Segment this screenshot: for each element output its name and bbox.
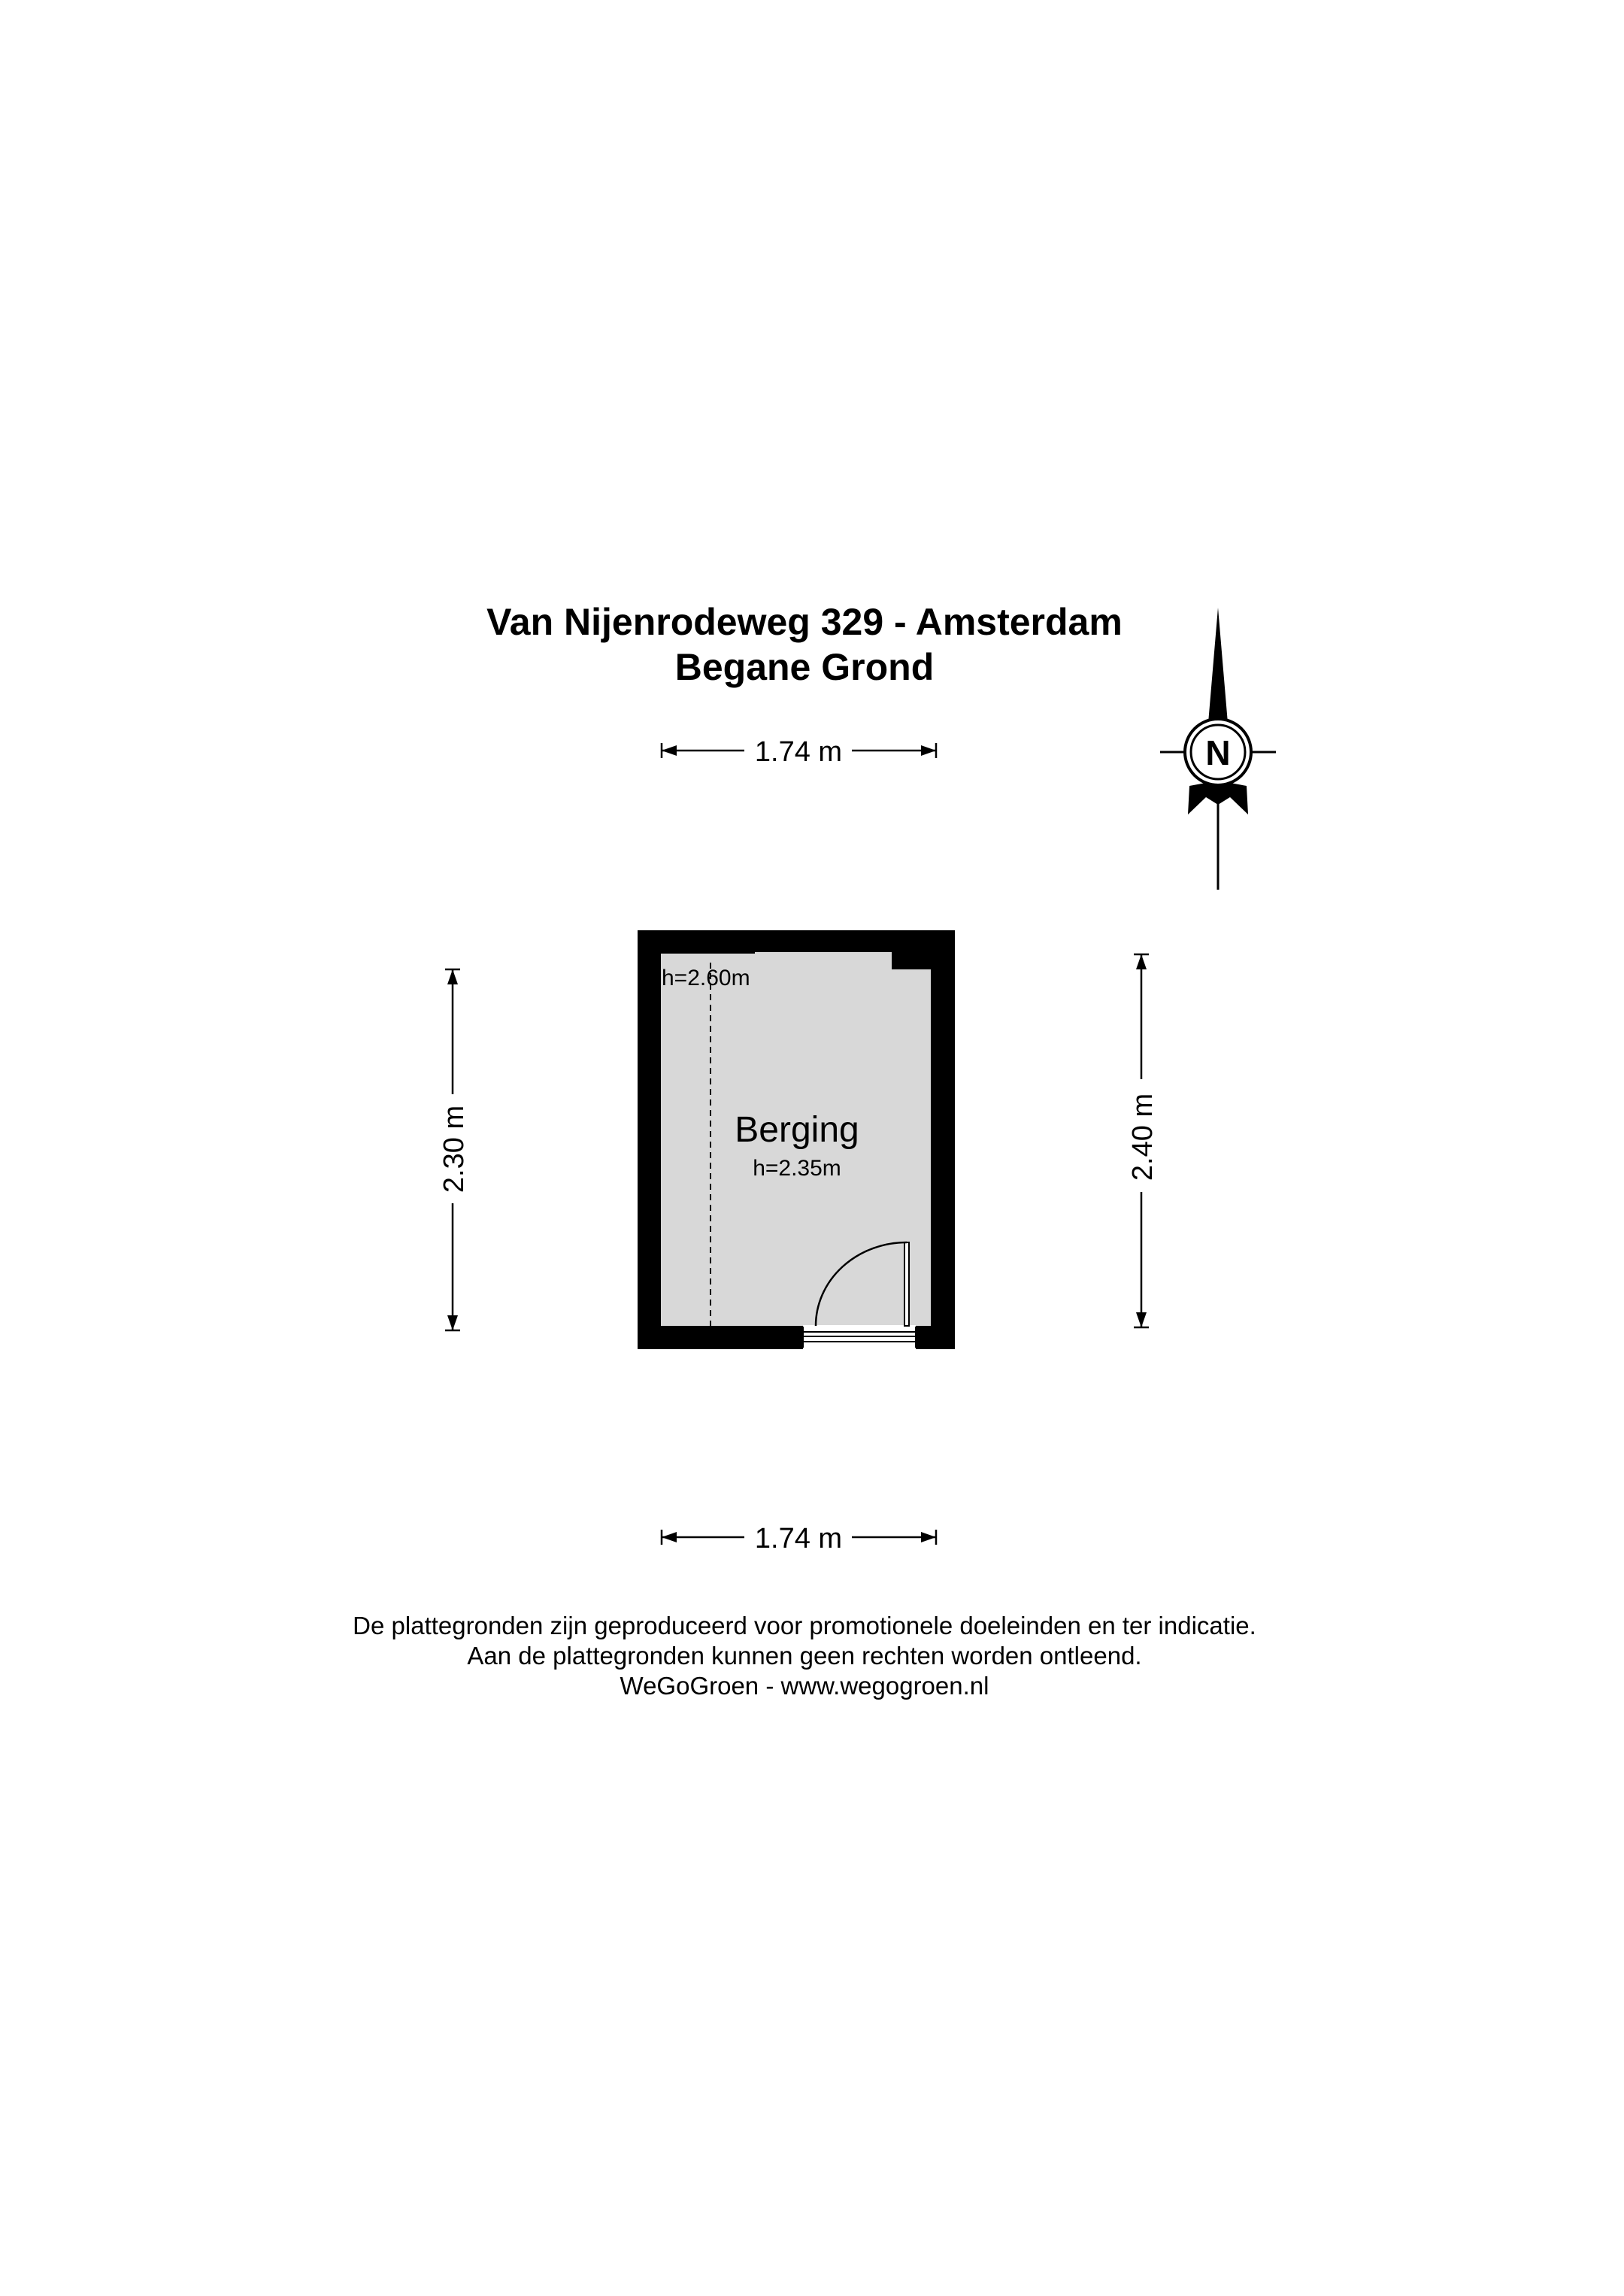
disclaimer-credit: WeGoGroen - www.wegogroen.nl <box>620 1672 989 1700</box>
room-berging <box>638 930 955 1349</box>
compass-label: N <box>1205 733 1231 772</box>
right-height-dimension <box>1127 954 1159 1327</box>
left-height-dimension <box>438 969 470 1330</box>
left-height-label: 2.30 m <box>438 1105 470 1193</box>
disclaimer-line-2: Aan de plattegronden kunnen geen rechten worden ontleend. <box>467 1642 1142 1670</box>
top-width-label: 1.74 m <box>754 736 843 768</box>
room-height: h=2.35m <box>753 1156 841 1181</box>
plan-title: Van Nijenrodeweg 329 - Amsterdam <box>486 601 1123 643</box>
bottom-width-label: 1.74 m <box>754 1523 843 1554</box>
room-name: Berging <box>735 1110 859 1150</box>
disclaimer-line-1: De plattegronden zijn geproduceerd voor promotionele doeleinden en ter indicatie. <box>353 1612 1256 1639</box>
north-arrow-icon <box>1160 608 1276 890</box>
right-height-label: 2.40 m <box>1127 1093 1159 1181</box>
bottom-width-dimension <box>662 1523 936 1554</box>
ceiling-height-note: h=2.60m <box>662 966 750 990</box>
floor-name: Begane Grond <box>674 646 935 688</box>
top-width-dimension <box>662 736 936 768</box>
